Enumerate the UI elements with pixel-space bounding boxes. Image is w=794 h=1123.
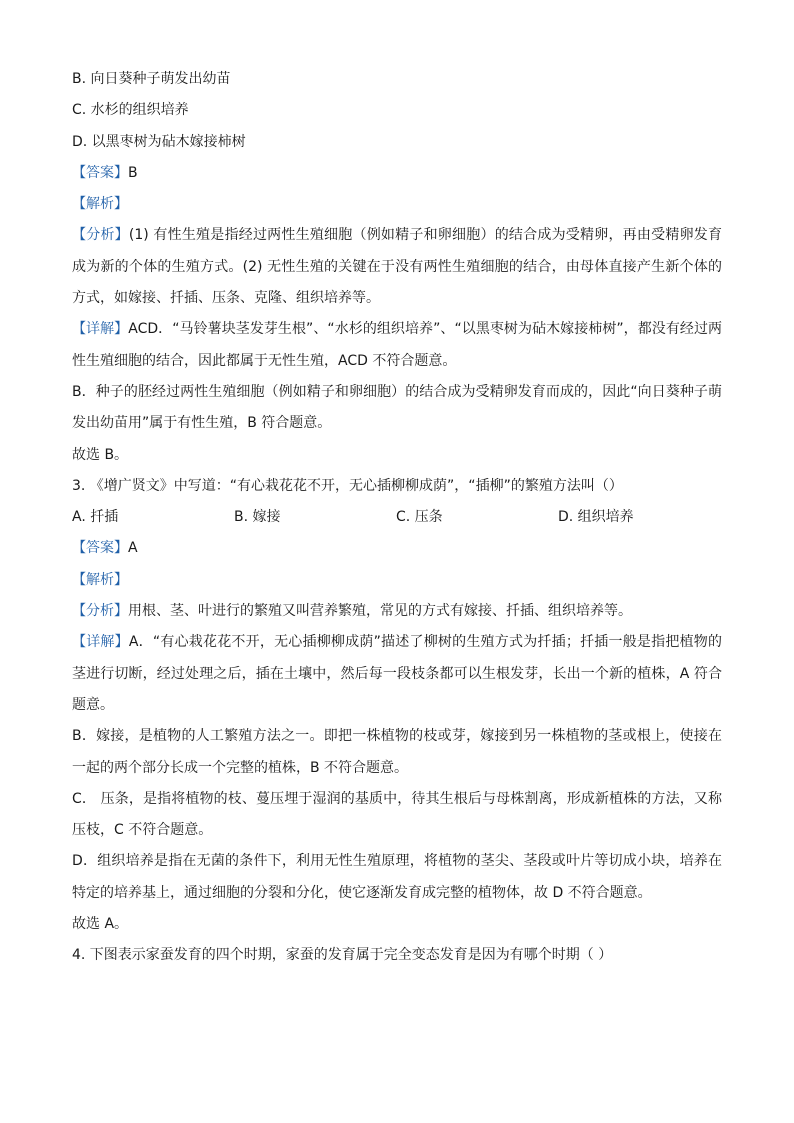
jiexi-tag: 【解析】	[72, 196, 128, 213]
q2-answer	[72, 158, 722, 189]
q3-option-d: D. 组织培养	[558, 509, 634, 526]
q4-stem: 4. 下图表示家蚕发育的四个时期，家蚕的发育属于完全变态发育是因为有哪个时期（ ）	[72, 947, 613, 964]
q3-options	[72, 502, 722, 533]
q3-option-b: B. 嫁接	[234, 509, 281, 526]
q3-answer	[72, 533, 722, 564]
q3-explain-b: B．嫁接，是植物的人工繁殖方法之一。即把一株植物的枝或芽，嫁接到另一株植物的茎或根上，使接在一起的两个部分长成一个完整的植株，B 不符合题意。	[72, 728, 722, 776]
q2-jiexi-heading	[72, 189, 722, 220]
q2-option-c: C. 水杉的组织培养	[72, 102, 189, 119]
xiangjie-text: ACD．“马铃薯块茎发芽生根”、“水杉的组织培养”、“以黑枣树为砧木嫁接柿树”，都没有经过两性生殖细胞的结合，因此都属于无性生殖，ACD 不符合题意。	[72, 321, 723, 369]
q2-option-d: D. 以黑枣树为砧木嫁接柿树	[72, 133, 246, 150]
fenxi-tag: 【分析】	[72, 603, 128, 620]
q2-conclusion: 故选 B。	[72, 446, 129, 463]
q3-stem: 3. 《增广贤文》中写道：“有心栽花花不开，无心插柳柳成荫”，“插柳”的繁殖方法叫（）	[72, 477, 623, 494]
q3-conclusion: 故选 A。	[72, 916, 129, 933]
xiangjie-text: A．“有心栽花花不开，无心插柳柳成荫”描述了柳树的生殖方式为扦插；扦插一般是指把植物的茎进行切断，经过处理之后，插在土壤中，然后每一段枝条都可以生根发芽，长出一个新的植株，A 符合题意。	[72, 634, 723, 713]
q3-jiexi-heading	[72, 565, 722, 596]
q2-explain-b: B．种子的胚经过两性生殖细胞（例如精子和卵细胞）的结合成为受精卵发育而成的，因此“向日葵种子萌发出幼苗用”属于有性生殖，B 符合题意。	[72, 383, 722, 432]
xiangjie-tag: 【详解】	[72, 634, 129, 651]
fenxi-text: 用根、茎、叶进行的繁殖又叫营养繁殖，常见的方式有嫁接、扦插、组织培养等。	[128, 603, 632, 620]
q2-option-b: B. 向日葵种子萌发出幼苗	[72, 71, 231, 87]
xiangjie-tag: 【详解】	[72, 321, 129, 338]
q2-fenxi	[72, 220, 722, 314]
fenxi-tag: 【分析】	[72, 227, 129, 244]
q3-xiangjie	[72, 627, 722, 721]
answer-value: B	[128, 164, 138, 181]
jiexi-tag: 【解析】	[72, 571, 128, 588]
q3-fenxi	[72, 596, 722, 627]
answer-value: A	[128, 540, 138, 557]
answer-tag: 【答案】	[72, 540, 128, 557]
q2-xiangjie	[72, 314, 722, 377]
document-page	[72, 64, 722, 972]
q3-option-c: C. 压条	[396, 509, 443, 526]
q3-option-a: A. 扦插	[72, 509, 119, 526]
q3-explain-c: C． 压条，是指将植物的枝、蔓压埋于湿润的基质中，待其生根后与母株割离，形成新植株的方法，又称压枝，C 不符合题意。	[72, 790, 722, 839]
q3-explain-d: D．组织培养是指在无菌的条件下，利用无性生殖原理，将植物的茎尖、茎段或叶片等切成小块，培养在特定的培养基上，通过细胞的分裂和分化，使它逐渐发育成完整的植物体，故 D 不符合题意。	[72, 853, 722, 901]
fenxi-text: (1) 有性生殖是指经过两性生殖细胞（例如精子和卵细胞）的结合成为受精卵，再由受精卵发育成为新的个体的生殖方式。(2) 无性生殖的关键在于没有两性生殖细胞的结合，由母体直接产生新个体的方式，如嫁接、扦插、压条、克隆、组织培养等。	[72, 227, 723, 307]
answer-tag: 【答案】	[72, 164, 128, 181]
